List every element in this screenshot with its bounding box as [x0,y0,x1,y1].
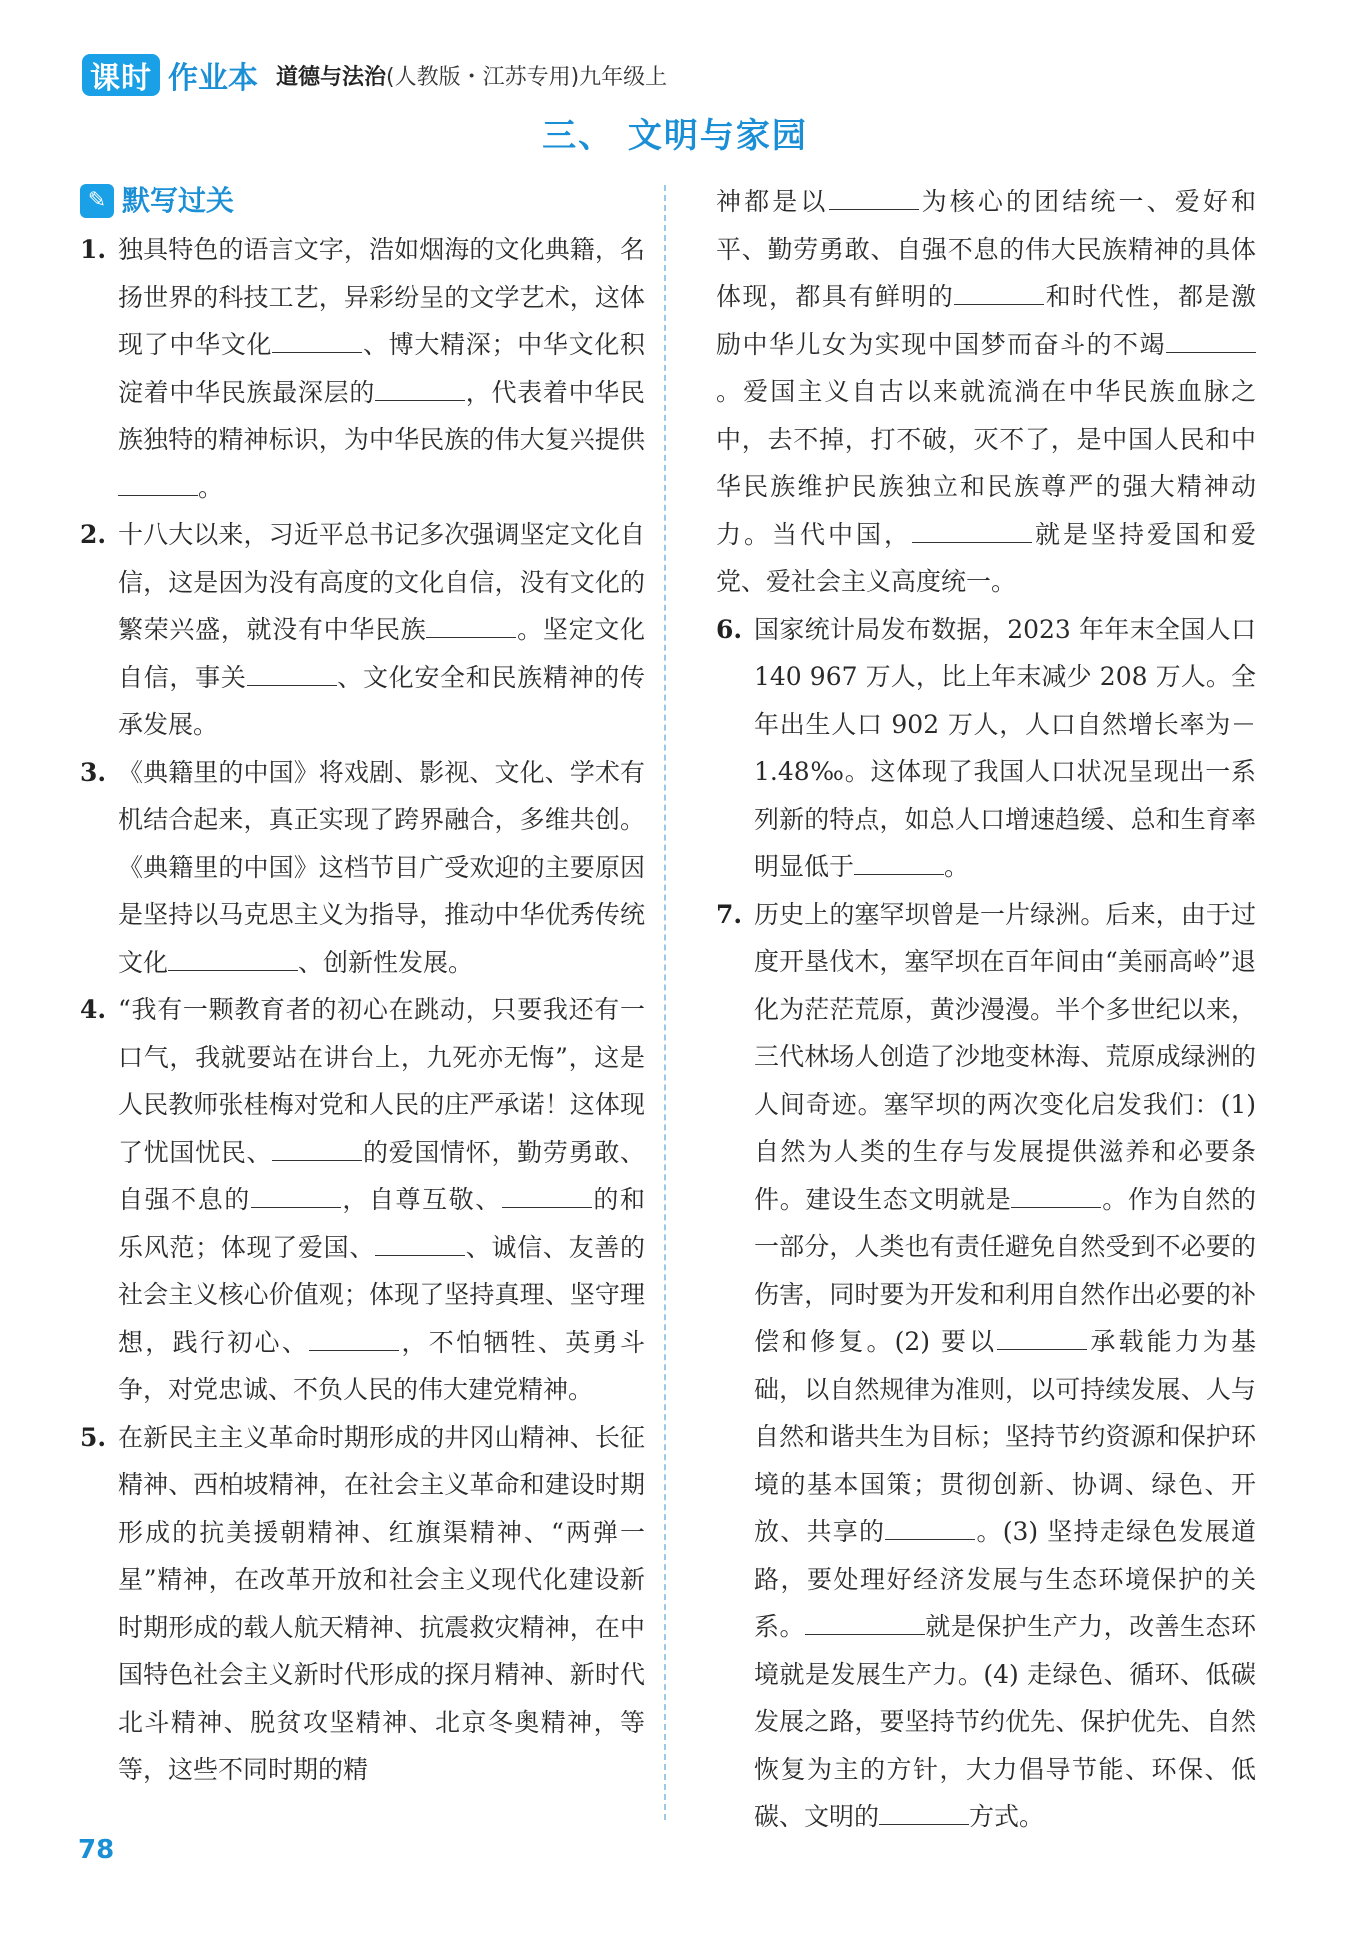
column-divider [664,185,666,1820]
subject-name: 道德与法治 [276,64,387,90]
question-text [118,1414,645,1794]
brand-name: 作业本 [168,61,258,96]
question-text-part: 。爱国主义自古以来就流淌在中华民族血脉之中，去不掉，打不破，灭不了，是中国人民和中华民族维护民族独立和民族尊严的强大精神动力。当代中国， [716,377,1256,549]
question-text-part: 。坚定文化自信，事关 [118,615,645,692]
question-text-part: “我有一颗教育者的初心在跳动，只要我还有一口气，我就要站在讲台上，九死亦无悔”，这是人民教师张桂梅对党和人民的庄严承诺！这体现了忧国忧民、 [118,995,645,1167]
logo [82,54,160,96]
question-text-part: 。 [198,472,224,502]
question-item [80,986,645,1414]
answer-blank[interactable] [168,946,298,971]
subheading [80,178,645,224]
question-number: 3. [80,757,107,787]
question-item [80,511,645,749]
answer-blank[interactable] [997,1325,1087,1350]
question-item [80,226,645,511]
question-number: 2. [80,520,107,549]
page-number: 78 [78,1835,115,1865]
question-text-part: 历史上的塞罕坝曾是一片绿洲。后来，由于过度开垦伐木，塞罕坝在百年间由“美丽高岭”退化为茫茫荒原，黄沙漫漫。半个多世纪以来，三代林场人创造了沙地变林海、荒原成绿洲的人间奇迹。塞罕坝的两次变化启发我们：(1) 自然为人类的生存与发展提供滋养和必要条件。建设生态文明就是 [754,899,1256,1214]
section-title: 三、 文明与家园 [542,116,808,156]
answer-blank[interactable] [375,376,465,401]
question-text-part: 、博大精深；中华文化积淀着中华民族最深层的 [118,330,645,407]
question-text-part: 、文化安全和民族精神的传承发展。 [118,662,645,739]
question-number: 1. [80,235,107,264]
question-text [716,178,1256,606]
answer-blank[interactable] [251,1183,341,1208]
question-text-part: 、诚信、友善的社会主义核心价值观；体现了坚持真理、坚守理想，践行初心、 [118,1232,645,1357]
question-text-part: 就是坚持爱国和爱党、爱社会主义高度统一。 [716,519,1256,596]
answer-blank[interactable] [829,185,919,210]
answer-blank[interactable] [309,1326,399,1351]
question-text [754,606,1256,891]
question-text-part: 神都是以 [716,187,829,216]
answer-blank[interactable] [272,1136,362,1161]
question-text-part: 的爱国情怀，勤劳勇敢、自强不息的 [118,1137,645,1214]
question-text-part: 承载能力为基础，以自然规律为准则，以可持续发展、人与自然和谐共生为目标；坚持节约资源和保护环境的基本国策；贯彻创新、协调、绿色、开放、共享的 [754,1327,1256,1546]
question-number: 4. [80,995,107,1024]
question-text [118,511,645,749]
question-text-part: 和时代性，都是激励中华儿女为实现中国梦而奋斗的不竭 [716,282,1256,359]
question-item [716,178,1256,606]
left-column [80,178,645,1794]
question-text-part: 。作为自然的一部分，人类也有责任避免自然受到不必要的伤害，同时要为开发和利用自然作出必要的补偿和修复。(2) 要以 [754,1184,1256,1356]
question-text-part: 为核心的团结统一、爱好和平、勤劳勇敢、自强不息的伟大民族精神的具体体现，都具有鲜明的 [716,187,1256,311]
answer-blank[interactable] [272,328,362,353]
question-text-part: ，代表着中华民族独特的精神标识，为中华民族的伟大复兴提供 [118,377,645,454]
answer-blank[interactable] [805,1610,925,1635]
question-text-part: 《典籍里的中国》将戏剧、影视、文化、学术有机结合起来，真正实现了跨界融合，多维共创。《典籍里的中国》这档节目广受欢迎的主要原因是坚持以马克思主义为指导，推动中华优秀传统文化 [118,757,645,977]
question-text-part: 就是保护生产力，改善生态环境就是发展生产力。(4) 走绿色、循环、低碳发展之路，要坚持节约优先、保护优先、自然恢复为主的方针，大力倡导节能、环保、低碳、文明的 [754,1612,1256,1831]
answer-blank[interactable] [954,280,1044,305]
question-text [118,226,645,511]
question-text-part: ，不怕牺牲、英勇斗争，对党忠诚、不负人民的伟大建党精神。 [118,1327,645,1404]
question-text [118,749,645,987]
answer-blank[interactable] [1011,1183,1101,1208]
question-text-part: 十八大以来，习近平总书记多次强调坚定文化自信，这是因为没有高度的文化自信，没有文化的繁荣兴盛，就没有中华民族 [118,520,645,644]
question-item [716,891,1256,1841]
question-text-part: 、创新性发展。 [298,947,474,977]
question-text-part: 。 [944,852,970,881]
pencil-icon: ✎ [80,184,114,218]
answer-blank[interactable] [854,850,944,875]
answer-blank[interactable] [247,661,337,686]
question-item [80,749,645,987]
question-item [716,606,1256,891]
answer-blank[interactable] [885,1515,975,1540]
question-text-part: ，自尊互敬、 [340,1185,502,1214]
answer-blank[interactable] [1166,328,1256,353]
answer-blank[interactable] [375,1231,465,1256]
question-text-part: 独具特色的语言文字，浩如烟海的文化典籍，名扬世界的科技工艺，异彩纷呈的文学艺术，这体现了中华文化 [118,235,645,359]
book-info [276,60,667,91]
question-text-part: 的和乐风范；体现了爱国、 [118,1185,645,1262]
question-number: 5. [80,1422,107,1452]
question-text-part: 。(3) 坚持走绿色发展道路，要处理好经济发展与生态环境保护的关系。 [754,1517,1256,1641]
answer-blank[interactable] [502,1183,592,1208]
question-text-part: 方式。 [969,1802,1045,1831]
question-text [754,891,1256,1841]
question-text [118,986,645,1414]
subheading-label: 默写过关 [122,184,235,218]
question-number: 7. [716,899,743,929]
question-item [80,1414,645,1794]
question-text-part: 国家统计局发布数据，2023 年年末全国人口 140 967 万人，比上年末减少 208 万人。全年出生人口 902 万人，人口自然增长率为－1.48‰。这体现了我国人口状况呈现出一系列新的特点，如总人口增速趋缓、总和生育率明显低于 [754,614,1256,881]
answer-blank[interactable] [118,471,198,496]
question-text-part: 在新民主主义革命时期形成的井冈山精神、长征精神、西柏坡精神，在社会主义革命和建设时期形成的抗美援朝精神、红旗渠精神、“两弹一星”精神，在改革开放和社会主义现代化建设新时期形成的载人航天精神、抗震救灾精神，在中国特色社会主义新时代形成的探月精神、新时代北斗精神、脱贫攻坚精神、北京冬奥精神，等等，这些不同时期的精 [118,1422,645,1784]
logo-text: 课时 [90,61,152,96]
page-header [82,52,667,98]
question-number: 6. [716,614,743,644]
right-column [716,178,1256,1841]
answer-blank[interactable] [912,518,1032,543]
edition: (人教版・江苏专用)九年级上 [386,64,668,90]
answer-blank[interactable] [426,613,516,638]
answer-blank[interactable] [879,1800,969,1825]
